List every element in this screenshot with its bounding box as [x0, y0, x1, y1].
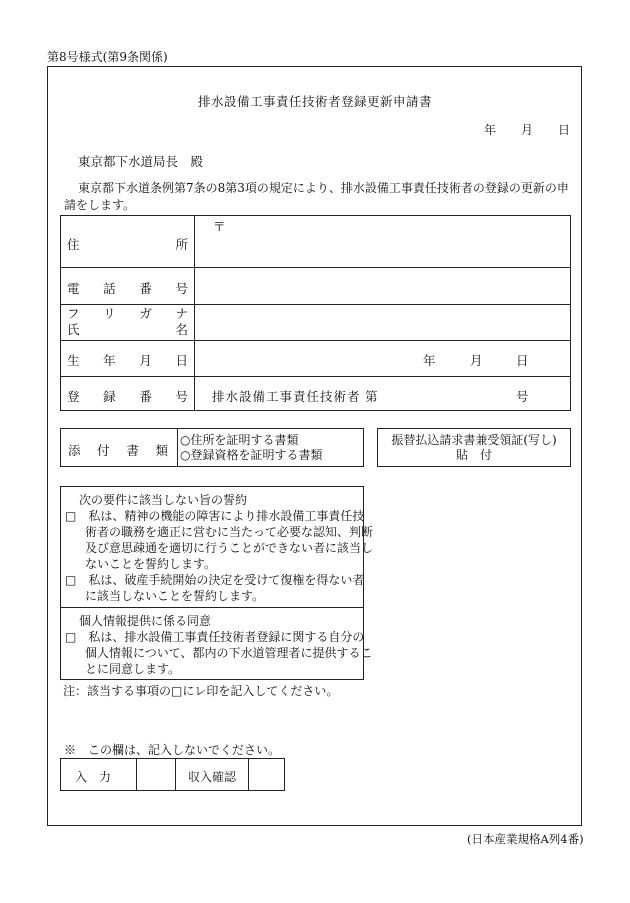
birth-day: 日 [516, 353, 529, 368]
name-label: 氏 名 [67, 322, 188, 337]
declaration-text: 東京都下水道条例第7条の8第3項の規定により、排水設備工事責任技術者の登録の更新の申請をします。 [64, 181, 569, 212]
birthdate-label: 生 年 月 日 [67, 353, 188, 368]
consent-item[interactable] [65, 629, 373, 677]
applicant-table [60, 215, 571, 411]
furigana-name-label [67, 306, 188, 338]
date-day: 日 [558, 123, 571, 137]
paper-standard: (日本産業規格A列4番) [467, 832, 584, 846]
table-divider [194, 216, 195, 410]
pledge-line: 及び意思疎通を適切に行うことができない者に該当し [85, 541, 374, 555]
attachments-divider [177, 429, 178, 466]
date-year: 年 [484, 123, 497, 137]
phone-label: 電 話 番 号 [67, 281, 188, 296]
date-month: 月 [521, 123, 534, 137]
office-use-note: ※ この欄は、記入しないでください。 [64, 743, 281, 757]
pledge-line: ないことを誓約します。 [85, 557, 217, 571]
pledge-item-1[interactable] [65, 508, 373, 572]
consent-line: □ 私は、排水設備工事責任技術者登録に関する自分の [65, 630, 365, 644]
pledge-line: □ 私は、破産手続開始の決定を受けて復権を得ない者 [65, 573, 365, 587]
consent-line: とに同意します。 [85, 662, 181, 676]
attachment-item: ○住所を証明する書類 [180, 433, 299, 447]
receipt-label: 収入確認 [188, 770, 237, 784]
birth-month: 月 [470, 353, 483, 368]
pledge-heading: 次の要件に該当しない旨の誓約 [79, 493, 248, 507]
registration-prefix: 排水設備工事責任技術者 [212, 389, 361, 404]
registration-dai: 第 [365, 389, 378, 404]
pledge-line: 術者の職務を適正に営むに当たって必要な認知、判断 [85, 525, 374, 539]
address-label: 住 所 [67, 237, 188, 252]
addressee: 東京都下水道局長 殿 [78, 154, 204, 169]
registration-go: 号 [516, 389, 529, 404]
form-title: 排水設備工事責任技術者登録更新申請書 [197, 94, 432, 109]
pledge-box [60, 486, 374, 680]
attachments-list [180, 433, 322, 463]
office-divider [136, 759, 137, 790]
consent-line: 個人情報について、都内の下水道管理者に提供するこ [85, 646, 373, 660]
checkbox-note: 注：該当する事項の□にレ印を記入してください。 [63, 684, 339, 698]
consent-heading: 個人情報提供に係る同意 [79, 614, 212, 628]
postal-mark: 〒 [213, 219, 226, 234]
attachments-box [60, 428, 364, 467]
pledge-separator [61, 607, 363, 608]
payment-stamp-box [377, 428, 571, 467]
pledge-line: □ 私は、精神の機能の障害により排水設備工事責任技 [65, 509, 365, 523]
pledge-item-2[interactable] [65, 572, 364, 604]
office-divider [248, 759, 249, 790]
birth-year: 年 [423, 353, 436, 368]
name-field[interactable] [201, 308, 561, 336]
stamp-line-2: 貼 付 [455, 448, 492, 462]
application-date [484, 121, 595, 138]
office-use-table [60, 758, 285, 791]
furigana-label: フ リ ガ ナ [67, 306, 188, 321]
input-label: 入 力 [75, 770, 112, 784]
phone-field[interactable] [201, 272, 561, 298]
form-number: 第8号様式(第9条関係) [47, 50, 168, 64]
registration-number-field[interactable] [381, 382, 509, 406]
address-field[interactable] [201, 232, 561, 262]
stamp-line-1: 振替払込請求書兼受領証(写し) [391, 433, 557, 447]
attachments-label: 添 付 書 類 [68, 443, 168, 458]
office-divider [175, 759, 176, 790]
registration-label: 登 録 番 号 [67, 389, 188, 404]
attachment-item: ○登録資格を証明する書類 [180, 448, 323, 462]
pledge-line: に該当しないことを誓約します。 [85, 589, 265, 603]
